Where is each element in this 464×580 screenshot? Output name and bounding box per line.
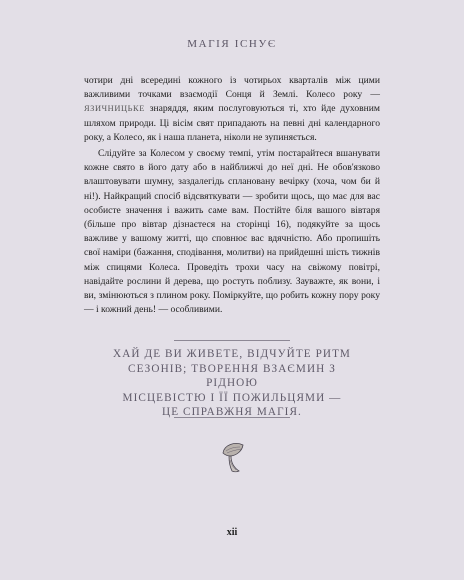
running-header: МАГІЯ ІСНУЄ xyxy=(187,38,277,50)
pull-quote-line-1: ХАЙ ДЕ ВИ ЖИВЕТЕ, ВІДЧУЙТЕ РИТМ xyxy=(113,348,351,360)
pull-quote-rule-top xyxy=(174,340,290,341)
paragraph-1-text-a: чотири дні всередині кожного із чотирьох кварталів між цими важливими точками взаємодії Сонця й Землі. Колесо року — xyxy=(84,75,380,101)
pull-quote-line-2: СЕЗОНІВ; ТВОРЕННЯ ВЗАЄМИН З РІДНОЮ xyxy=(128,362,336,390)
mushroom-icon xyxy=(220,440,246,474)
page-number: xii xyxy=(226,527,238,538)
paragraph-1-text-b: знаряддя, яким послуговуються ті, хто йде духовним шляхом природи. Ці вісім свят припадають на певні дні календарного року, а Колесо, як і наша планета, ніколи не зупиняється. xyxy=(84,103,380,143)
body-text xyxy=(84,74,380,317)
paragraph-1 xyxy=(84,74,380,145)
pull-quote-line-3: МІСЦЕВІСТЮ І ЇЇ ПОЖИЛЬЦЯМИ — xyxy=(122,391,342,404)
pull-quote xyxy=(104,347,360,420)
paragraph-2: Слідуйте за Колесом у своєму темпі, утім постарайтеся вшанувати кожне свято в його дату або в найближчі до неї дні. Не обов'язково влаштовувати шумну, заздалегідь сплановану вечірку (хоча, чом би й ні!). Найкращий спосіб відсвяткувати — зробити щось, що має для вас особисте значення і важить саме вам. Постійте біля вашого вівтаря (більше про вівтар дізнаєтеся на сторінці 16), подякуйте за щось важливе у вашому житті, що сповнює вас вдячністю. Або пропишіть свої наміри (бажання, сподівання, молитви) на прийдешні шість тижнів між спицями Колеса. Проведіть трохи часу на свіжому повітрі, навідайте рослини й дерева, що ростуть поблизу. Зауважте, як вони, і ви, змінюються з плином року. Поміркуйте, що робить кожну пору року — і кожний день! — особливими. xyxy=(84,148,380,316)
pull-quote-line-4: ЦЕ СПРАВЖНЯ МАГІЯ. xyxy=(162,406,302,419)
paragraph-1-smallcaps: ЯЗИЧНИЦЬКЕ xyxy=(84,104,145,114)
pull-quote-rule-bottom xyxy=(174,417,290,418)
